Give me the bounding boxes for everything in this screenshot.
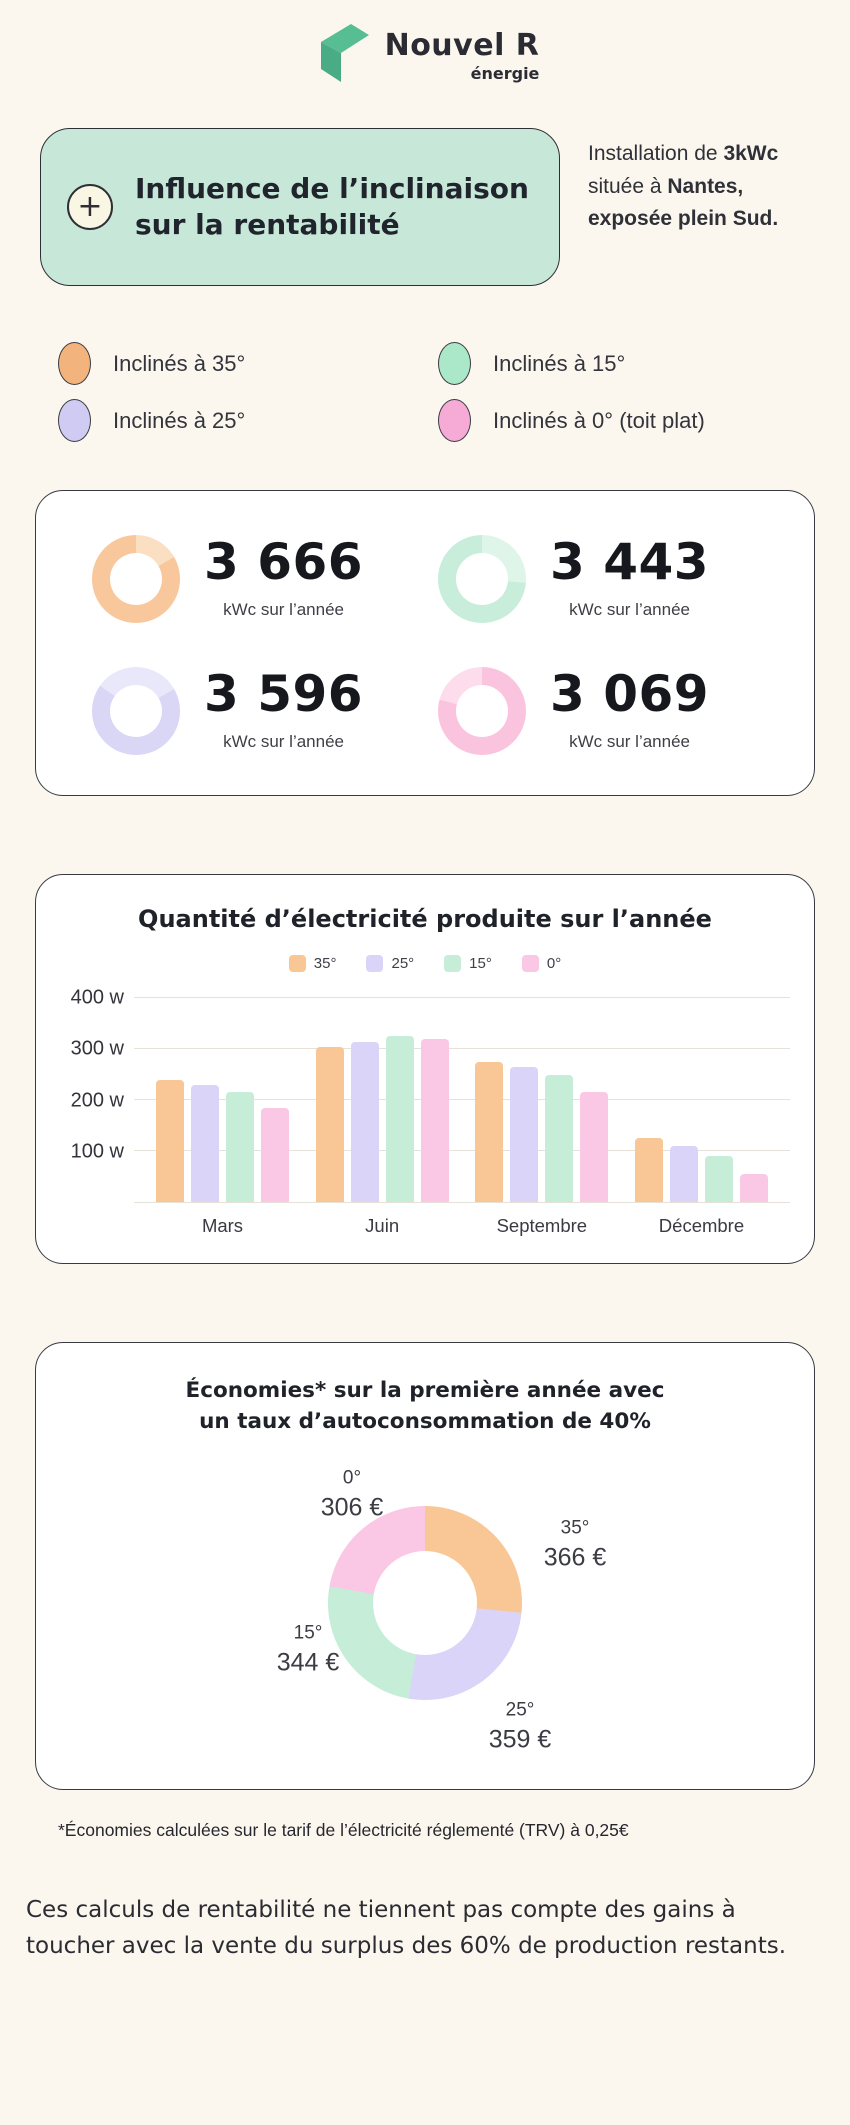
bar-Décembre-25° xyxy=(670,1146,698,1202)
stat-ring-icon xyxy=(438,667,526,755)
stat-ring-hole xyxy=(110,685,162,737)
brand-logo-icon xyxy=(311,20,373,86)
bar-legend-label: 35° xyxy=(313,955,337,972)
stat-ring-icon xyxy=(92,667,180,755)
bar-Mars-25° xyxy=(191,1085,219,1202)
subtitle-segment: Nantes, xyxy=(667,174,744,198)
donut-title-line2: un taux d’autoconsommation de 40% xyxy=(199,1409,651,1435)
donut-label-15° xyxy=(277,1622,340,1679)
donut-label-degree: 25° xyxy=(505,1699,535,1721)
legend-item xyxy=(58,342,438,385)
plus-icon[interactable]: + xyxy=(67,184,113,230)
donut-hole xyxy=(373,1551,477,1655)
donut-chart xyxy=(328,1506,522,1700)
subtitle-segment: située à xyxy=(588,174,668,198)
legend-dot-icon xyxy=(438,399,471,442)
subtitle-segment: Installation de xyxy=(588,142,724,165)
bar-legend-swatch-icon xyxy=(444,955,461,972)
page-title-line2: sur la rentabilité xyxy=(135,208,400,241)
donut-label-0° xyxy=(321,1467,384,1524)
x-axis-label-Mars: Mars xyxy=(201,1215,244,1236)
donut-label-value: 306 € xyxy=(320,1493,384,1522)
savings-donut-card xyxy=(35,1342,815,1790)
stat-ring-icon xyxy=(438,535,526,623)
bar-group-Décembre xyxy=(635,988,768,1202)
bar-legend-swatch-icon xyxy=(289,955,306,972)
bar-chart-title: Quantité d’électricité produite sur l’année xyxy=(138,905,712,933)
donut-label-25° xyxy=(489,1699,552,1756)
legend-column-2 xyxy=(438,342,705,442)
x-axis-label-Septembre: Septembre xyxy=(496,1215,588,1236)
stat-ring-icon xyxy=(92,535,180,623)
stat-ring-hole xyxy=(110,553,162,605)
bar-legend-label: 15° xyxy=(469,955,492,972)
bar-chart-body xyxy=(60,988,790,1203)
page-title-line1: Influence de l’inclinaison xyxy=(135,171,529,205)
bar-Septembre-35° xyxy=(475,1062,503,1202)
header xyxy=(0,128,850,286)
donut-label-value: 359 € xyxy=(488,1725,552,1754)
stat-number-block xyxy=(204,667,363,752)
stat-unit-label: kWc sur l’année xyxy=(569,732,690,751)
brand-name: Nouvel R xyxy=(384,28,540,63)
bar-Septembre-15° xyxy=(545,1075,573,1202)
bar-legend-item-25° xyxy=(366,955,414,972)
legend-item-label: Inclinés à 0° (toit plat) xyxy=(493,407,705,433)
stat-unit-label: kWc sur l’année xyxy=(569,600,690,619)
x-axis-label-Juin: Juin xyxy=(365,1215,400,1236)
bar-chart-y-axis xyxy=(60,988,134,1203)
bar-Juin-25° xyxy=(351,1042,379,1203)
bar-Septembre-0° xyxy=(580,1092,608,1202)
page-title xyxy=(135,171,529,244)
stat-value: 3 596 xyxy=(204,665,364,723)
bar-Mars-15° xyxy=(226,1092,254,1202)
bar-Septembre-25° xyxy=(510,1067,538,1202)
legend-item-label: Inclinés à 25° xyxy=(113,407,246,433)
x-axis-label-Décembre: Décembre xyxy=(658,1215,745,1236)
y-axis-tick-label: 300 w xyxy=(70,1037,124,1060)
legend-dot-icon xyxy=(58,399,91,442)
bar-group-Juin xyxy=(316,988,449,1202)
stat-value: 3 666 xyxy=(204,533,364,591)
bar-chart-x-labels xyxy=(134,1215,790,1237)
bar-Décembre-15° xyxy=(705,1156,733,1202)
legend-item xyxy=(438,342,705,385)
bar-legend-item-0° xyxy=(522,955,561,972)
bar-legend-swatch-icon xyxy=(522,955,539,972)
bar-legend-item-15° xyxy=(444,955,492,972)
bar-chart-groups xyxy=(134,988,790,1202)
donut-label-value: 366 € xyxy=(543,1543,607,1572)
y-axis-tick-label: 400 w xyxy=(70,986,124,1009)
stat-cell-25° xyxy=(92,667,438,755)
legend-item xyxy=(438,399,705,442)
footer-disclaimer: Ces calculs de rentabilité ne tiennent pas compte des gains à toucher avec la vente du surplus des 60% de production restants. xyxy=(26,1897,787,1959)
donut-label-35° xyxy=(544,1517,607,1574)
bar-Mars-0° xyxy=(261,1108,289,1202)
brand-logo xyxy=(0,0,850,86)
stat-number-block xyxy=(550,667,709,752)
brand-tagline: énergie xyxy=(470,64,540,83)
stat-cell-0° xyxy=(438,667,784,755)
stat-number-block xyxy=(204,535,363,620)
bar-group-Mars xyxy=(156,988,289,1202)
y-axis-tick-label: 100 w xyxy=(70,1140,124,1163)
stat-ring-hole xyxy=(456,685,508,737)
bar-Décembre-35° xyxy=(635,1138,663,1202)
bar-legend-item-35° xyxy=(289,955,337,972)
bar-group-Septembre xyxy=(475,988,608,1202)
bar-legend-label: 25° xyxy=(391,955,415,972)
stat-number-block xyxy=(550,535,709,620)
legend-item-label: Inclinés à 35° xyxy=(113,350,246,376)
donut-chart-title xyxy=(60,1375,790,1437)
monthly-production-chart-card xyxy=(35,874,815,1264)
savings-footnote: *Économies calculées sur le tarif de l’électricité réglementé (TRV) à 0,25€ xyxy=(58,1820,629,1840)
stat-cell-35° xyxy=(92,535,438,623)
bar-Juin-15° xyxy=(386,1036,414,1202)
bar-chart-legend xyxy=(60,955,790,972)
bar-Décembre-0° xyxy=(740,1174,768,1202)
donut-title-line1: Économies* sur la première année avec xyxy=(185,1378,665,1403)
donut-label-degree: 0° xyxy=(342,1467,362,1489)
stat-unit-label: kWc sur l’année xyxy=(223,600,344,619)
bar-Juin-35° xyxy=(316,1047,344,1202)
y-axis-tick-label: 200 w xyxy=(70,1089,124,1112)
stat-unit-label: kWc sur l’année xyxy=(223,732,344,751)
subtitle-segment: 3kWc xyxy=(723,142,779,165)
bar-legend-swatch-icon xyxy=(366,955,383,972)
bar-Juin-0° xyxy=(421,1039,449,1202)
legend-dot-icon xyxy=(438,342,471,385)
donut-label-value: 344 € xyxy=(276,1648,340,1677)
bar-chart-plot xyxy=(134,988,790,1203)
donut-chart-area xyxy=(60,1445,790,1765)
legend-item xyxy=(58,399,438,442)
bar-legend-label: 0° xyxy=(546,955,562,972)
legend-dot-icon xyxy=(58,342,91,385)
annual-production-card xyxy=(35,490,815,796)
legend-column-1 xyxy=(58,342,438,442)
title-pill xyxy=(40,128,560,286)
donut-label-degree: 35° xyxy=(560,1517,590,1539)
stat-cell-15° xyxy=(438,535,784,623)
stat-ring-hole xyxy=(456,553,508,605)
legend-item-label: Inclinés à 15° xyxy=(493,350,626,376)
bar-Mars-35° xyxy=(156,1080,184,1202)
inclination-legend xyxy=(0,342,850,442)
donut-label-degree: 15° xyxy=(293,1622,323,1644)
stat-value: 3 443 xyxy=(550,533,710,591)
subtitle-segment: exposée plein Sud. xyxy=(588,207,779,231)
stat-value: 3 069 xyxy=(550,665,710,723)
installation-subtitle xyxy=(588,138,830,286)
